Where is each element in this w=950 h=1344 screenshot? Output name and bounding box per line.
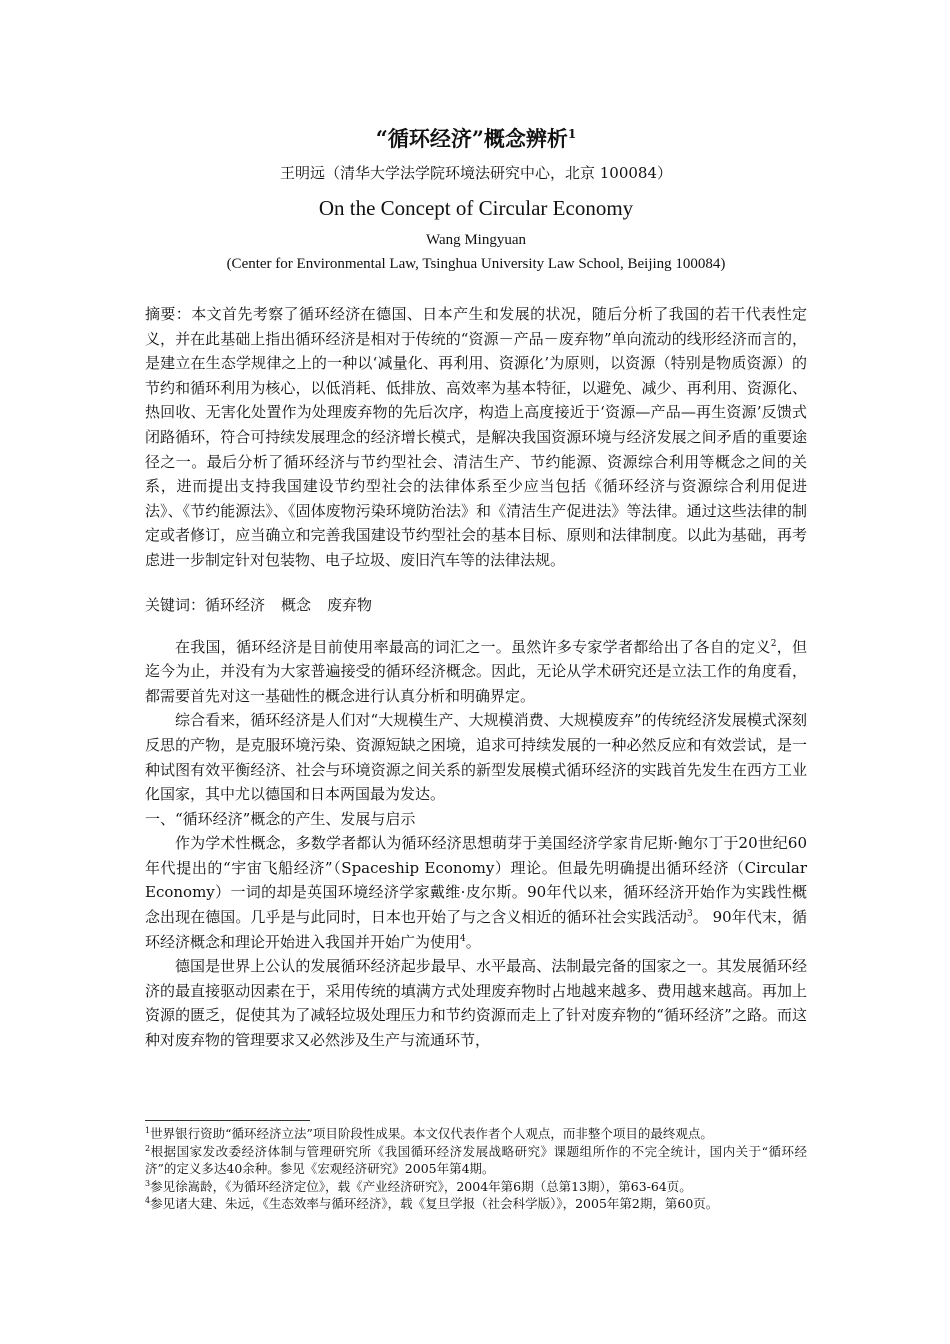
footnote-text: 参见徐嵩龄，《为循环经济定位》，载《产业经济研究》，2004年第6期（总第13期），第63-64页。 xyxy=(150,1178,692,1194)
footnote-2 xyxy=(145,1143,807,1178)
section-heading-1: 一、“循环经济”概念的产生、发展与启示 xyxy=(145,809,416,828)
body-text xyxy=(145,635,807,1053)
keyword-item: 概念 xyxy=(281,595,312,614)
footnote-number: 4 xyxy=(145,1195,151,1205)
title-footnote-marker[interactable]: 1 xyxy=(567,127,577,141)
paragraph-text: 在我国，循环经济是目前使用率最高的词汇之一。虽然许多专家学者都给出了各自的定义 xyxy=(175,637,771,656)
footnote-1 xyxy=(145,1125,807,1143)
footnote-number: 3 xyxy=(145,1178,151,1188)
paper-title xyxy=(145,120,807,158)
footnotes xyxy=(145,1125,807,1213)
footnote-text: 参见诸大建、朱远，《生态效率与循环经济》，载《复旦学报（社会科学版）》，2005年第2期，第60页。 xyxy=(150,1196,719,1211)
footnote-divider xyxy=(145,1120,310,1121)
paragraph-4: 德国是世界上公认的发展循环经济起步最早、水平最高、法制最完备的国家之一。其发展循环经济的最直接驱动因素在于，采用传统的填满方式处理废弃物时占地越来越多、费用越来越高。再加上资源的匮乏，促使其为了减轻垃圾处理压力和节约资源而走上了针对废弃物的“循环经济”之路。而这种对废弃物的管理要求又必然涉及生产与流通环节， xyxy=(145,957,807,1050)
affiliation-en: (Center for Environmental Law, Tsinghua University Law School, Beijing 100084) xyxy=(226,256,726,272)
keyword-item: 循环经济 xyxy=(205,595,266,614)
paragraph-text: 作为学术性概念，多数学者都认为循环经济思想萌芽于美国经济学家肯尼斯·鲍尔丁于20世纪60年代提出的“宇宙飞船经济”（Spaceship Economy）理论。但最先明确提出循环经济（Circular Economy）一词的却是英国环境经济学家戴维·皮尔斯。90年代以来，循环经济开始作为实践性概念出现在德国。几乎是与此同时，日本也开始了与之含义相近的循环社会实践活动 xyxy=(145,834,807,927)
author-cn: 王明远（清华大学法学院环境法研究中心，北京 100084） xyxy=(279,164,673,182)
keywords xyxy=(145,593,807,617)
footnote-number: 2 xyxy=(145,1143,151,1153)
paper-page xyxy=(145,120,807,1053)
keyword-item: 废弃物 xyxy=(327,595,373,614)
footnote-3 xyxy=(145,1178,807,1196)
paper-title-en: On the Concept of Circular Economy xyxy=(318,196,634,220)
keywords-label: 关键词： xyxy=(145,595,206,614)
paragraph-text: 。 xyxy=(465,932,481,951)
footnote-marker[interactable]: 2 xyxy=(770,638,777,649)
footnote-number: 1 xyxy=(145,1125,151,1135)
paragraph-text: 。 90年代末，循环经济概念和理论开始进入我国并开始广为使用 xyxy=(145,908,807,951)
author-en: Wang Mingyuan xyxy=(425,232,527,248)
paragraph-2: 综合看来，循环经济是人们对“大规模生产、大规模消费、大规模废弃”的传统经济发展模式深刻反思的产物，是克服环境污染、资源短缺之困境，追求可持续发展的一种必然反应和有效尝试，是一种试图有效平衡经济、社会与环境资源之间关系的新型发展模式循环经济的实践首先发生在西方工业化国家，其中尤以德国和日本两国最为发达。 xyxy=(145,711,807,804)
paper-title-text: “循环经济”概念辨析 xyxy=(375,126,568,151)
footnote-marker[interactable]: 4 xyxy=(460,933,466,944)
paragraph-text: ，但迄今为止，并没有为大家普遍接受的循环经济概念。因此，无论从学术研究还是立法工作的角度看，都需要首先对这一基础性的概念进行认真分析和明确界定。 xyxy=(145,637,807,705)
footnote-text: 世界银行资助“循环经济立法”项目阶段性成果。本文仅代表作者个人观点，而非整个项目的最终观点。 xyxy=(150,1126,713,1141)
paragraph-3 xyxy=(145,831,807,954)
footnote-4 xyxy=(145,1195,807,1213)
footnote-marker[interactable]: 3 xyxy=(686,909,693,920)
paragraph-1 xyxy=(145,635,807,709)
footnote-text: 根据国家发改委经济体制与管理研究所《我国循环经济发展战略研究》课题组所作的不完全统计，国内关于“循环经济”的定义多达40余种。参见《宏观经济研究》2005年第4期。 xyxy=(145,1143,807,1176)
abstract: 摘要：本文首先考察了循环经济在德国、日本产生和发展的状况，随后分析了我国的若干代表性定义，并在此基础上指出循环经济是相对于传统的“资源－产品－废弃物”单向流动的线形经济而言的，是建立在生态学规律之上的一种以‘减量化、再利用、资源化’为原则，以资源（特别是物质资源）的节约和循环利用为核心，以低消耗、低排放、高效率为基本特征，以避免、减少、再利用、资源化、热回收、无害化处置作为处理废弃物的先后次序，构造上高度接近于‘资源—产品—再生资源’反馈式闭路循环，符合可持续发展理念的经济增长模式，是解决我国资源环境与经济发展之间矛盾的重要途径之一。最后分析了循环经济与节约型社会、清洁生产、节约能源、资源综合利用等概念之间的关系，进而提出支持我国建设节约型社会的法律体系至少应当包括《循环经济与资源综合利用促进法》、《节约能源法》、《固体废物污染环境防治法》和《清洁生产促进法》等法律。通过这些法律的制定或者修订，应当确立和完善我国建设节约型社会的基本目标、原则和法律制度。以此为基础，再考虑进一步制定针对包装物、电子垃圾、废旧汽车等的法律法规。 xyxy=(145,305,807,569)
